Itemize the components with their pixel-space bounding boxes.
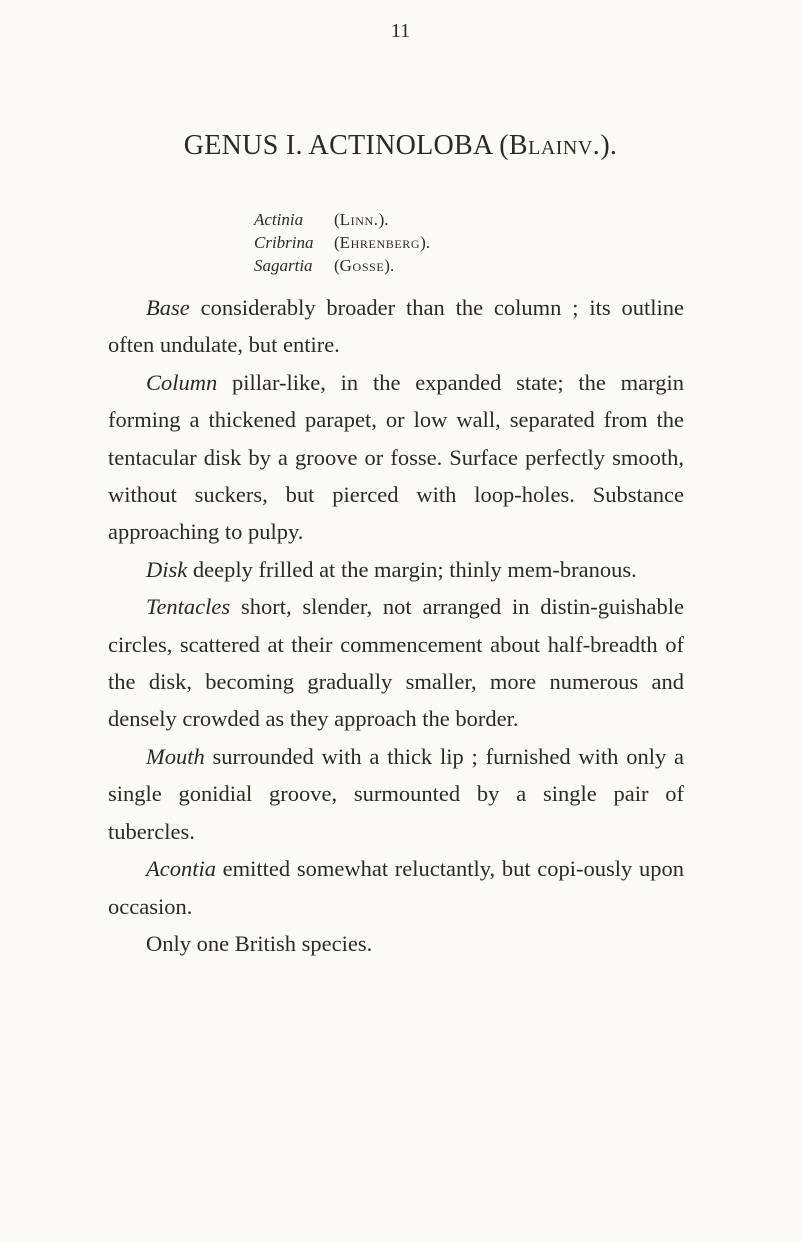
genus-heading-author: Blainv.: [508, 130, 601, 161]
synonym-close: ).: [420, 233, 431, 252]
term-mouth: Mouth: [146, 743, 205, 769]
paragraph-species-note: [108, 925, 684, 962]
genus-description: [108, 289, 684, 962]
paragraph-text: Only one British species.: [146, 930, 373, 956]
paragraph-text: considerably broader than the column ; its outline often undulate, but entire.: [108, 295, 684, 358]
synonym-name: Actinia: [254, 210, 304, 229]
term-base: Base: [146, 295, 190, 320]
term-tentacles: Tentacles: [146, 594, 231, 620]
paragraph-text: pillar-like, in the expanded state; the margin forming a thickened parapet, or low wall, separated from the tentacular disk by a groove or fosse. Surface perfectly smooth, without suckers, but pierced with loop-holes. Substance approaching to pulpy.: [108, 369, 684, 545]
paragraph-mouth: [108, 738, 684, 850]
paragraph-acontia: [108, 850, 684, 925]
synonym-row: [254, 208, 430, 231]
synonym-author-name: Linn.: [339, 210, 379, 229]
genus-heading-title: GENUS I. ACTINOLOBA (: [183, 130, 509, 161]
term-disk: Disk: [146, 556, 188, 582]
synonym-author: [334, 208, 389, 231]
genus-heading-suffix: ).: [600, 130, 618, 161]
synonym-open: (: [334, 256, 340, 275]
paragraph-base: [108, 289, 684, 364]
synonym-open: (: [334, 233, 340, 252]
synonym-author: [334, 231, 430, 254]
synonym-row: [254, 231, 430, 254]
page-number: 11: [390, 20, 411, 42]
term-column: Column: [146, 369, 218, 395]
genus-heading: [0, 130, 801, 162]
paragraph-text: deeply frilled at the margin; thinly mem-branous.: [187, 556, 637, 582]
synonym-author: [334, 254, 394, 277]
term-acontia: Acontia: [146, 856, 216, 882]
paragraph-tentacles: [108, 588, 684, 738]
paragraph-column: [108, 364, 684, 551]
paragraph-text: surrounded with a thick lip ; furnished with only a single gonidial groove, surmounted by a single pair of tubercles.: [108, 743, 684, 844]
synonym-close: ).: [378, 210, 389, 229]
synonym-list: [254, 208, 430, 277]
synonym-name: Cribrina: [254, 233, 314, 252]
paragraph-text: emitted somewhat reluctantly, but copi-ously upon occasion.: [108, 856, 684, 919]
paragraph-text: short, slender, not arranged in distin-guishable circles, scattered at their commencement about half-breadth of the disk, becoming gradually smaller, more numerous and densely crowded as they approach the border.: [108, 594, 684, 732]
synonym-close: ).: [384, 256, 395, 275]
synonym-name: Sagartia: [254, 256, 313, 275]
synonym-author-name: Ehrenberg: [339, 233, 421, 252]
synonym-author-name: Gosse: [339, 256, 385, 275]
synonym-open: (: [334, 210, 340, 229]
synonym-row: [254, 254, 430, 277]
paragraph-disk: [108, 551, 684, 588]
